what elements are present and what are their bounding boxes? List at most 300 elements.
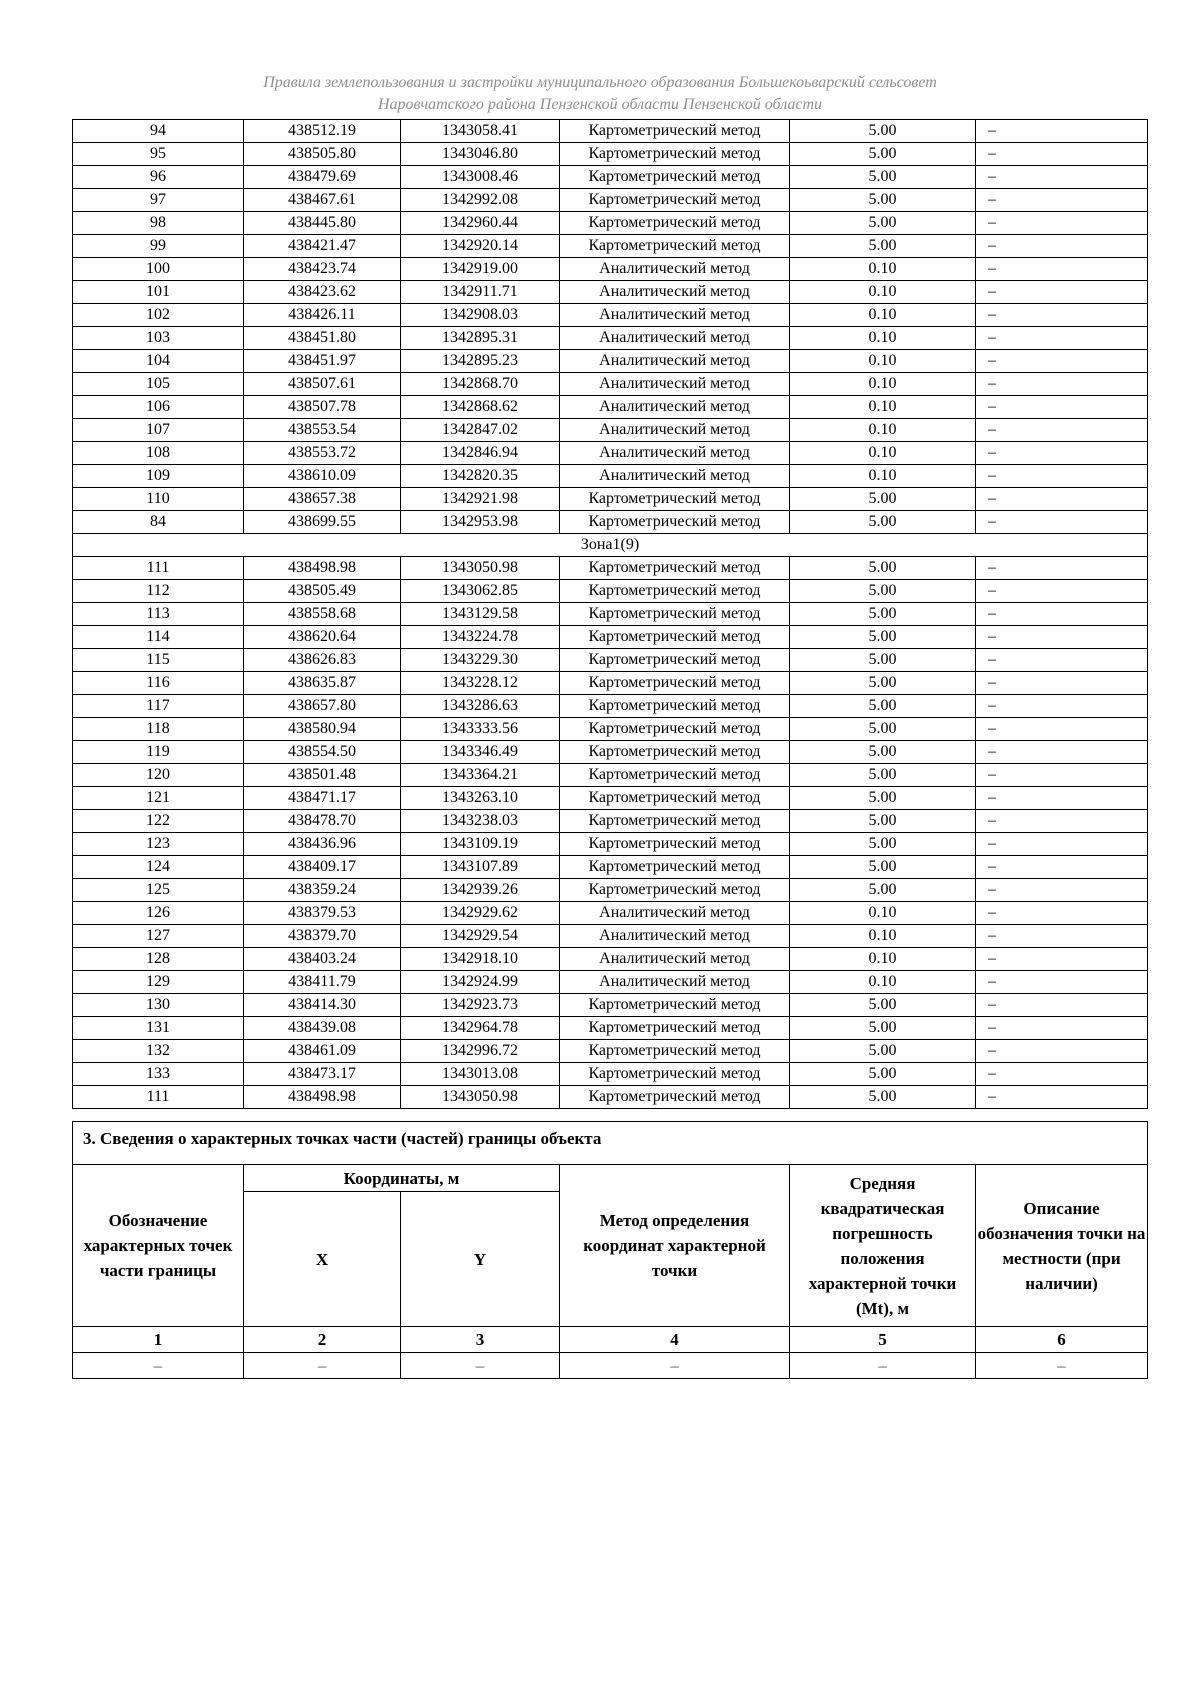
coord-y: 1342908.03: [401, 304, 560, 327]
coord-y: 1342929.62: [401, 902, 560, 925]
description: –: [976, 856, 1148, 879]
coord-x: 438451.80: [244, 327, 401, 350]
error-value: 5.00: [790, 1086, 976, 1109]
description: –: [976, 488, 1148, 511]
col-header-description: Описание обозначения точки на местности (при наличии): [976, 1165, 1148, 1327]
description: –: [976, 1086, 1148, 1109]
point-number: 117: [73, 695, 244, 718]
description: –: [976, 672, 1148, 695]
error-value: 5.00: [790, 672, 976, 695]
error-value: 5.00: [790, 787, 976, 810]
table-row: [73, 442, 1148, 465]
coord-y: 1343058.41: [401, 120, 560, 143]
error-value: 5.00: [790, 143, 976, 166]
error-value: 5.00: [790, 1017, 976, 1040]
description: –: [976, 879, 1148, 902]
point-number: 124: [73, 856, 244, 879]
coord-x: 438379.53: [244, 902, 401, 925]
coord-y: 1343050.98: [401, 557, 560, 580]
point-number: 99: [73, 235, 244, 258]
method: Картометрический метод: [560, 764, 790, 787]
method: Картометрический метод: [560, 1040, 790, 1063]
table-row: [73, 373, 1148, 396]
coord-x: 438498.98: [244, 557, 401, 580]
coord-x: 438445.80: [244, 212, 401, 235]
description: –: [976, 189, 1148, 212]
point-number: 108: [73, 442, 244, 465]
coord-x: 438423.62: [244, 281, 401, 304]
description: –: [976, 327, 1148, 350]
col-header-method: Метод определения координат характерной точки: [560, 1165, 790, 1327]
description: –: [976, 695, 1148, 718]
error-value: 5.00: [790, 120, 976, 143]
point-number: 104: [73, 350, 244, 373]
coord-y: 1342960.44: [401, 212, 560, 235]
description: –: [976, 1017, 1148, 1040]
zone-label: Зона1(9): [73, 534, 1148, 557]
table-row: [73, 350, 1148, 373]
method: Картометрический метод: [560, 166, 790, 189]
coord-y: 1343050.98: [401, 1086, 560, 1109]
point-number: 130: [73, 994, 244, 1017]
error-value: 0.10: [790, 971, 976, 994]
coord-y: 1343333.56: [401, 718, 560, 741]
table-row: [73, 833, 1148, 856]
coord-y: 1343286.63: [401, 695, 560, 718]
error-value: 5.00: [790, 580, 976, 603]
error-value: 5.00: [790, 1063, 976, 1086]
coord-y: 1342847.02: [401, 419, 560, 442]
coord-y: 1342911.71: [401, 281, 560, 304]
method: Аналитический метод: [560, 442, 790, 465]
table-row: [73, 235, 1148, 258]
coord-y: 1342919.00: [401, 258, 560, 281]
error-value: 5.00: [790, 695, 976, 718]
coord-x: 438553.72: [244, 442, 401, 465]
description: –: [976, 902, 1148, 925]
point-number: 114: [73, 626, 244, 649]
method: Картометрический метод: [560, 189, 790, 212]
point-number: 120: [73, 764, 244, 787]
method: Картометрический метод: [560, 741, 790, 764]
point-number: 84: [73, 511, 244, 534]
error-value: 5.00: [790, 603, 976, 626]
table-row: [73, 741, 1148, 764]
error-value: 5.00: [790, 741, 976, 764]
coord-y: 1343238.03: [401, 810, 560, 833]
section-3-title: 3. Сведения о характерных точках части (частей) границы объекта: [73, 1122, 1148, 1165]
coord-x: 438409.17: [244, 856, 401, 879]
point-number: 133: [73, 1063, 244, 1086]
method: Картометрический метод: [560, 603, 790, 626]
method: Картометрический метод: [560, 833, 790, 856]
coord-x: 438414.30: [244, 994, 401, 1017]
description: –: [976, 764, 1148, 787]
table-row: [73, 695, 1148, 718]
point-number: 129: [73, 971, 244, 994]
coord-y: 1343013.08: [401, 1063, 560, 1086]
error-value: 0.10: [790, 925, 976, 948]
coord-x: 438479.69: [244, 166, 401, 189]
coord-x: 438471.17: [244, 787, 401, 810]
table-row: [73, 971, 1148, 994]
empty-cell: –: [73, 1353, 244, 1379]
empty-cell: –: [976, 1353, 1148, 1379]
description: –: [976, 442, 1148, 465]
coord-x: 438558.68: [244, 603, 401, 626]
col-header-y: Y: [401, 1192, 560, 1327]
document-header-line-1: Правила землепользования и застройки муниципального образования Большекоьварский сельсовет: [263, 74, 937, 91]
description: –: [976, 925, 1148, 948]
description: –: [976, 741, 1148, 764]
table-row: [73, 212, 1148, 235]
table-row: [73, 488, 1148, 511]
description: –: [976, 120, 1148, 143]
description: –: [976, 580, 1148, 603]
section-3-table: [72, 1121, 1148, 1379]
error-value: 5.00: [790, 212, 976, 235]
point-number: 132: [73, 1040, 244, 1063]
col-header-error: Средняя квадратическая погрешность положения характерной точки (Mt), м: [790, 1165, 976, 1327]
coord-x: 438403.24: [244, 948, 401, 971]
error-value: 0.10: [790, 948, 976, 971]
error-value: 5.00: [790, 718, 976, 741]
method: Картометрический метод: [560, 1063, 790, 1086]
point-number: 122: [73, 810, 244, 833]
point-number: 111: [73, 557, 244, 580]
coord-y: 1343228.12: [401, 672, 560, 695]
error-value: 5.00: [790, 810, 976, 833]
error-value: 5.00: [790, 833, 976, 856]
point-number: 106: [73, 396, 244, 419]
point-number: 128: [73, 948, 244, 971]
point-number: 126: [73, 902, 244, 925]
method: Аналитический метод: [560, 396, 790, 419]
description: –: [976, 994, 1148, 1017]
method: Картометрический метод: [560, 557, 790, 580]
error-value: 5.00: [790, 764, 976, 787]
method: Картометрический метод: [560, 120, 790, 143]
point-number: 105: [73, 373, 244, 396]
coord-y: 1342964.78: [401, 1017, 560, 1040]
coord-x: 438657.80: [244, 695, 401, 718]
method: Картометрический метод: [560, 649, 790, 672]
characteristic-points-table: [72, 119, 1148, 1109]
description: –: [976, 649, 1148, 672]
description: –: [976, 304, 1148, 327]
coord-x: 438635.87: [244, 672, 401, 695]
error-value: 0.10: [790, 396, 976, 419]
coord-y: 1343224.78: [401, 626, 560, 649]
table-row: [73, 327, 1148, 350]
table-row: [73, 143, 1148, 166]
coord-y: 1343364.21: [401, 764, 560, 787]
coord-y: 1342924.99: [401, 971, 560, 994]
description: –: [976, 557, 1148, 580]
point-number: 116: [73, 672, 244, 695]
description: –: [976, 603, 1148, 626]
coord-x: 438507.61: [244, 373, 401, 396]
description: –: [976, 626, 1148, 649]
description: –: [976, 465, 1148, 488]
coord-x: 438436.96: [244, 833, 401, 856]
table-row: [73, 1017, 1148, 1040]
coord-x: 438421.47: [244, 235, 401, 258]
empty-cell: –: [401, 1353, 560, 1379]
table-row: [73, 120, 1148, 143]
point-number: 95: [73, 143, 244, 166]
method: Аналитический метод: [560, 327, 790, 350]
point-number: 100: [73, 258, 244, 281]
table-row: [73, 166, 1148, 189]
coord-x: 438423.74: [244, 258, 401, 281]
table-row: [73, 856, 1148, 879]
point-number: 101: [73, 281, 244, 304]
coord-y: 1343129.58: [401, 603, 560, 626]
table-row: [73, 764, 1148, 787]
table-row: [73, 603, 1148, 626]
table-row: [73, 258, 1148, 281]
coord-y: 1342953.98: [401, 511, 560, 534]
description: –: [976, 810, 1148, 833]
coord-y: 1343107.89: [401, 856, 560, 879]
coord-x: 438473.17: [244, 1063, 401, 1086]
table-row: [73, 948, 1148, 971]
column-number: 3: [401, 1327, 560, 1353]
table-row: [73, 810, 1148, 833]
method: Картометрический метод: [560, 212, 790, 235]
error-value: 0.10: [790, 465, 976, 488]
method: Аналитический метод: [560, 948, 790, 971]
point-number: 96: [73, 166, 244, 189]
point-number: 98: [73, 212, 244, 235]
point-number: 125: [73, 879, 244, 902]
coord-x: 438507.78: [244, 396, 401, 419]
coord-x: 438501.48: [244, 764, 401, 787]
table-row: [73, 902, 1148, 925]
method: Картометрический метод: [560, 580, 790, 603]
method: Аналитический метод: [560, 258, 790, 281]
point-number: 115: [73, 649, 244, 672]
coord-y: 1342921.98: [401, 488, 560, 511]
error-value: 5.00: [790, 488, 976, 511]
method: Картометрический метод: [560, 1017, 790, 1040]
description: –: [976, 143, 1148, 166]
coord-y: 1342820.35: [401, 465, 560, 488]
error-value: 0.10: [790, 304, 976, 327]
coord-y: 1342992.08: [401, 189, 560, 212]
coord-x: 438626.83: [244, 649, 401, 672]
coord-y: 1342868.62: [401, 396, 560, 419]
table-row: [73, 879, 1148, 902]
table-row: [73, 1063, 1148, 1086]
point-number: 111: [73, 1086, 244, 1109]
error-value: 5.00: [790, 879, 976, 902]
coord-y: 1342929.54: [401, 925, 560, 948]
description: –: [976, 396, 1148, 419]
point-number: 109: [73, 465, 244, 488]
method: Картометрический метод: [560, 856, 790, 879]
empty-cell: –: [244, 1353, 401, 1379]
point-number: 119: [73, 741, 244, 764]
description: –: [976, 833, 1148, 856]
method: Аналитический метод: [560, 350, 790, 373]
error-value: 0.10: [790, 281, 976, 304]
coord-x: 438505.49: [244, 580, 401, 603]
point-number: 107: [73, 419, 244, 442]
coord-x: 438379.70: [244, 925, 401, 948]
method: Картометрический метод: [560, 511, 790, 534]
coord-x: 438451.97: [244, 350, 401, 373]
coord-x: 438461.09: [244, 1040, 401, 1063]
empty-cell: –: [790, 1353, 976, 1379]
point-number: 110: [73, 488, 244, 511]
coord-y: 1342939.26: [401, 879, 560, 902]
coord-x: 438478.70: [244, 810, 401, 833]
method: Аналитический метод: [560, 373, 790, 396]
coord-y: 1342895.31: [401, 327, 560, 350]
error-value: 5.00: [790, 994, 976, 1017]
coord-y: 1343263.10: [401, 787, 560, 810]
point-number: 112: [73, 580, 244, 603]
error-value: 5.00: [790, 1040, 976, 1063]
coord-y: 1342920.14: [401, 235, 560, 258]
column-number: 4: [560, 1327, 790, 1353]
col-header-coordinates: Координаты, м: [244, 1165, 560, 1192]
table-row: [73, 787, 1148, 810]
description: –: [976, 1040, 1148, 1063]
description: –: [976, 373, 1148, 396]
coord-x: 438359.24: [244, 879, 401, 902]
method: Аналитический метод: [560, 902, 790, 925]
coord-y: 1342895.23: [401, 350, 560, 373]
col-header-designation: Обозначение характерных точек части границы: [73, 1165, 244, 1327]
col-header-x: X: [244, 1192, 401, 1327]
table-row: [73, 649, 1148, 672]
column-number: 1: [73, 1327, 244, 1353]
description: –: [976, 281, 1148, 304]
coord-x: 438657.38: [244, 488, 401, 511]
table-row: [73, 1040, 1148, 1063]
error-value: 0.10: [790, 350, 976, 373]
method: Аналитический метод: [560, 419, 790, 442]
method: Картометрический метод: [560, 879, 790, 902]
point-number: 131: [73, 1017, 244, 1040]
description: –: [976, 350, 1148, 373]
column-number: 2: [244, 1327, 401, 1353]
coord-x: 438610.09: [244, 465, 401, 488]
coord-x: 438467.61: [244, 189, 401, 212]
coord-y: 1343229.30: [401, 649, 560, 672]
error-value: 5.00: [790, 511, 976, 534]
table-row: [73, 419, 1148, 442]
description: –: [976, 235, 1148, 258]
error-value: 0.10: [790, 902, 976, 925]
description: –: [976, 419, 1148, 442]
error-value: 5.00: [790, 166, 976, 189]
method: Аналитический метод: [560, 971, 790, 994]
method: Картометрический метод: [560, 994, 790, 1017]
description: –: [976, 971, 1148, 994]
coord-x: 438498.98: [244, 1086, 401, 1109]
table-row: [73, 304, 1148, 327]
description: –: [976, 511, 1148, 534]
coord-y: 1343109.19: [401, 833, 560, 856]
method: Картометрический метод: [560, 235, 790, 258]
error-value: 5.00: [790, 189, 976, 212]
coord-y: 1343346.49: [401, 741, 560, 764]
table-row: [73, 994, 1148, 1017]
error-value: 5.00: [790, 856, 976, 879]
zone-row: [73, 534, 1148, 557]
table-row: [73, 626, 1148, 649]
error-value: 0.10: [790, 419, 976, 442]
coord-x: 438512.19: [244, 120, 401, 143]
coord-x: 438553.54: [244, 419, 401, 442]
error-value: 5.00: [790, 626, 976, 649]
description: –: [976, 258, 1148, 281]
error-value: 0.10: [790, 258, 976, 281]
coord-y: 1342918.10: [401, 948, 560, 971]
table-row: [73, 580, 1148, 603]
method: Картометрический метод: [560, 810, 790, 833]
point-number: 127: [73, 925, 244, 948]
error-value: 0.10: [790, 373, 976, 396]
method: Аналитический метод: [560, 304, 790, 327]
table-row: [73, 557, 1148, 580]
table-row: [73, 1086, 1148, 1109]
table-row: [73, 396, 1148, 419]
empty-cell: –: [560, 1353, 790, 1379]
coord-x: 438554.50: [244, 741, 401, 764]
column-number: 6: [976, 1327, 1148, 1353]
coord-y: 1343062.85: [401, 580, 560, 603]
method: Картометрический метод: [560, 787, 790, 810]
coord-y: 1343008.46: [401, 166, 560, 189]
description: –: [976, 718, 1148, 741]
description: –: [976, 166, 1148, 189]
description: –: [976, 212, 1148, 235]
method: Картометрический метод: [560, 672, 790, 695]
method: Аналитический метод: [560, 465, 790, 488]
point-number: 94: [73, 120, 244, 143]
column-number: 5: [790, 1327, 976, 1353]
point-number: 121: [73, 787, 244, 810]
description: –: [976, 948, 1148, 971]
coord-x: 438620.64: [244, 626, 401, 649]
coord-x: 438426.11: [244, 304, 401, 327]
table-row: [73, 925, 1148, 948]
method: Картометрический метод: [560, 718, 790, 741]
error-value: 0.10: [790, 442, 976, 465]
table-row: [73, 189, 1148, 212]
table-row: [73, 511, 1148, 534]
table-row: [73, 465, 1148, 488]
coord-x: 438580.94: [244, 718, 401, 741]
point-number: 113: [73, 603, 244, 626]
table-row: [73, 281, 1148, 304]
method: Картометрический метод: [560, 1086, 790, 1109]
coord-y: 1342868.70: [401, 373, 560, 396]
point-number: 118: [73, 718, 244, 741]
document-header-line-2: Наровчатского района Пензенской области Пензенской области: [377, 96, 823, 113]
coord-x: 438411.79: [244, 971, 401, 994]
error-value: 5.00: [790, 557, 976, 580]
coord-y: 1343046.80: [401, 143, 560, 166]
coord-y: 1342923.73: [401, 994, 560, 1017]
point-number: 97: [73, 189, 244, 212]
method: Картометрический метод: [560, 695, 790, 718]
